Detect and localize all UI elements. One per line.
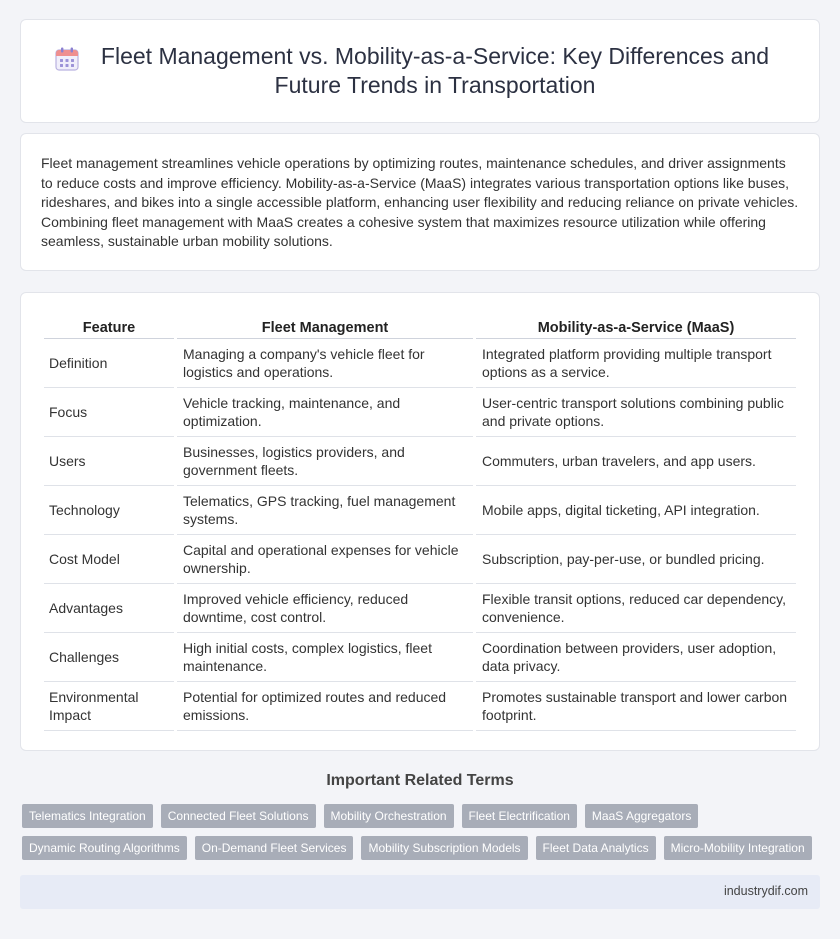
fleet-cell: Improved vehicle efficiency, reduced downtime, cost control.: [177, 584, 473, 633]
fleet-cell: Potential for optimized routes and reduced emissions.: [177, 682, 473, 731]
title-card: [20, 19, 820, 123]
tag-mobility-subscription-models[interactable]: Mobility Subscription Models: [361, 836, 527, 860]
fleet-cell: Vehicle tracking, maintenance, and optimization.: [177, 388, 473, 437]
feature-cell: Definition: [44, 339, 174, 388]
fleet-cell: Telematics, GPS tracking, fuel management systems.: [177, 486, 473, 535]
page-title: Fleet Management vs. Mobility-as-a-Service: Key Differences and Future Trends in Transportation: [100, 43, 770, 98]
maas-cell: User-centric transport solutions combining public and private options.: [476, 388, 796, 437]
table-row: [44, 682, 796, 731]
table-header-row: [44, 313, 796, 339]
tag-fleet-data-analytics[interactable]: Fleet Data Analytics: [536, 836, 656, 860]
tag-fleet-electrification[interactable]: Fleet Electrification: [462, 804, 577, 828]
header-feature: Feature: [44, 313, 174, 339]
header-fleet-management: Fleet Management: [177, 313, 473, 339]
fleet-cell: Businesses, logistics providers, and government fleets.: [177, 437, 473, 486]
table-row: [44, 633, 796, 682]
feature-cell: Environmental Impact: [44, 682, 174, 731]
table-row: [44, 388, 796, 437]
footer-site-link[interactable]: industrydif.com: [723, 884, 808, 898]
fleet-cell: Managing a company's vehicle fleet for logistics and operations.: [177, 339, 473, 388]
feature-cell: Technology: [44, 486, 174, 535]
tag-mobility-orchestration[interactable]: Mobility Orchestration: [324, 804, 454, 828]
maas-cell: Flexible transit options, reduced car dependency, convenience.: [476, 584, 796, 633]
tag-maas-aggregators[interactable]: MaaS Aggregators: [585, 804, 698, 828]
table-row: [44, 486, 796, 535]
table-row: [44, 584, 796, 633]
feature-cell: Focus: [44, 388, 174, 437]
tag-telematics-integration[interactable]: Telematics Integration: [22, 804, 153, 828]
maas-cell: Promotes sustainable transport and lower carbon footprint.: [476, 682, 796, 731]
maas-cell: Integrated platform providing multiple transport options as a service.: [476, 339, 796, 388]
tag-micro-mobility-integration[interactable]: Micro-Mobility Integration: [664, 836, 812, 860]
feature-cell: Users: [44, 437, 174, 486]
feature-cell: Challenges: [44, 633, 174, 682]
maas-cell: Subscription, pay-per-use, or bundled pricing.: [476, 535, 796, 584]
table-row: [44, 535, 796, 584]
intro-paragraph: Fleet management streamlines vehicle operations by optimizing routes, maintenance schedules, and driver assignments to reduce costs and improve efficiency. Mobility-as-a-Service (MaaS) integrates various transportation options like buses, rideshares, and bikes into a single accessible platform, enhancing user flexibility and reducing reliance on private vehicles. Combining fleet management with MaaS creates a cohesive system that maximizes resource utilization while offering seamless, sustainable urban mobility solutions.: [41, 155, 799, 250]
related-terms-tags: [22, 804, 822, 868]
intro-card: [20, 133, 820, 271]
comparison-card: [20, 292, 820, 751]
tag-connected-fleet-solutions[interactable]: Connected Fleet Solutions: [161, 804, 316, 828]
tag-row: [22, 836, 822, 860]
table-row: [44, 437, 796, 486]
fleet-cell: High initial costs, complex logistics, fleet maintenance.: [177, 633, 473, 682]
tag-row: [22, 804, 822, 828]
related-terms-heading: Important Related Terms: [326, 772, 514, 789]
footer: [20, 875, 820, 909]
maas-cell: Coordination between providers, user adoption, data privacy.: [476, 633, 796, 682]
tag-dynamic-routing-algorithms[interactable]: Dynamic Routing Algorithms: [22, 836, 187, 860]
maas-cell: Mobile apps, digital ticketing, API integration.: [476, 486, 796, 535]
maas-cell: Commuters, urban travelers, and app users.: [476, 437, 796, 486]
table-row: [44, 339, 796, 388]
feature-cell: Advantages: [44, 584, 174, 633]
header-maas: Mobility-as-a-Service (MaaS): [476, 313, 796, 339]
fleet-cell: Capital and operational expenses for vehicle ownership.: [177, 535, 473, 584]
feature-cell: Cost Model: [44, 535, 174, 584]
comparison-table: [41, 313, 799, 731]
tag-on-demand-fleet-services[interactable]: On-Demand Fleet Services: [195, 836, 354, 860]
